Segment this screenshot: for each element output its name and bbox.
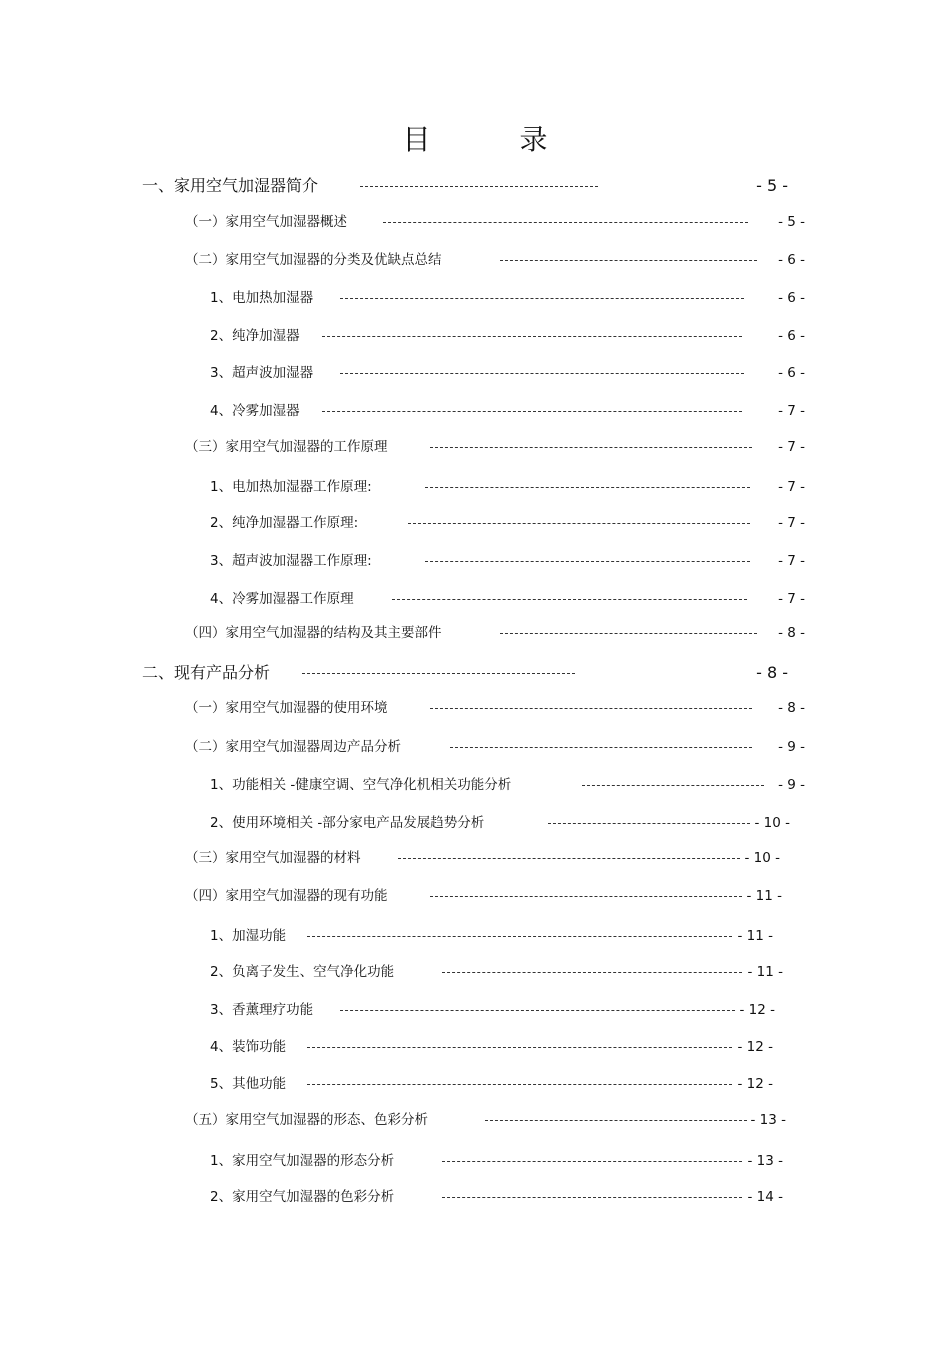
toc-leader bbox=[442, 1197, 742, 1198]
toc-entry-label: 2、纯净加湿器 bbox=[210, 328, 300, 344]
toc-entry-2-5[interactable] bbox=[185, 1110, 786, 1130]
toc-entry-label: （五）家用空气加湿器的形态、色彩分析 bbox=[185, 1112, 428, 1128]
toc-entry-1-3-2[interactable] bbox=[210, 513, 805, 533]
toc-page-number: - 10 - bbox=[744, 850, 780, 866]
toc-entry-label: 3、香薰理疗功能 bbox=[210, 1002, 314, 1018]
toc-entry-label: 4、装饰功能 bbox=[210, 1039, 287, 1055]
toc-entry-1-2-3[interactable] bbox=[210, 363, 805, 383]
toc-leader bbox=[548, 823, 750, 824]
toc-page-number: - 11 - bbox=[746, 888, 782, 904]
toc-leader bbox=[340, 1010, 735, 1011]
toc-entry-2-4-5[interactable] bbox=[210, 1074, 773, 1094]
toc-page-number: - 8 - bbox=[778, 625, 805, 641]
toc-leader bbox=[582, 785, 764, 786]
toc-page-number: - 6 - bbox=[778, 290, 805, 306]
toc-page-number: - 11 - bbox=[737, 928, 773, 944]
toc-entry-label: （一）家用空气加湿器概述 bbox=[185, 214, 347, 230]
toc-page-number: - 12 - bbox=[737, 1076, 773, 1092]
toc-entry-2-2-1[interactable] bbox=[210, 775, 805, 795]
toc-leader bbox=[340, 373, 744, 374]
toc-entry-2-4-2[interactable] bbox=[210, 962, 783, 982]
toc-leader bbox=[425, 561, 750, 562]
toc-leader bbox=[322, 411, 742, 412]
toc-entry-label: 1、功能相关 -健康空调、空气净化机相关功能分析 bbox=[210, 777, 512, 793]
toc-leader bbox=[500, 633, 757, 634]
toc-entry-1-2-2[interactable] bbox=[210, 326, 805, 346]
toc-entry-label: 2、使用环境相关 -部分家电产品发展趋势分析 bbox=[210, 815, 485, 831]
toc-entry-2-4[interactable] bbox=[185, 886, 782, 906]
toc-page-number: - 9 - bbox=[778, 777, 805, 793]
toc-leader bbox=[307, 1084, 732, 1085]
toc-entry-label: 1、电加热加湿器工作原理: bbox=[210, 479, 372, 495]
toc-page-number: - 13 - bbox=[747, 1153, 783, 1169]
toc-leader bbox=[340, 298, 744, 299]
toc-leader bbox=[442, 1161, 742, 1162]
toc-leader bbox=[485, 1120, 747, 1121]
toc-entry-label: （一）家用空气加湿器的使用环境 bbox=[185, 700, 388, 716]
toc-page-number: - 7 - bbox=[778, 591, 805, 607]
toc-entry-1-2[interactable] bbox=[185, 250, 805, 270]
toc-entry-2-3[interactable] bbox=[185, 848, 780, 868]
toc-entry-2-2[interactable] bbox=[185, 737, 805, 757]
toc-leader bbox=[430, 708, 752, 709]
toc-page-number: - 8 - bbox=[756, 663, 788, 682]
toc-entry-2[interactable] bbox=[142, 662, 788, 684]
toc-entry-2-4-1[interactable] bbox=[210, 926, 773, 946]
toc-page-number: - 6 - bbox=[778, 252, 805, 268]
toc-page-number: - 12 - bbox=[739, 1002, 775, 1018]
toc-entry-label: 1、电加热加湿器 bbox=[210, 290, 314, 306]
toc-entry-label: （二）家用空气加湿器周边产品分析 bbox=[185, 739, 401, 755]
toc-entry-1-3-4[interactable] bbox=[210, 589, 805, 609]
toc-entry-1-3-3[interactable] bbox=[210, 551, 805, 571]
toc-leader bbox=[425, 487, 750, 488]
toc-entry-label: 3、超声波加湿器工作原理: bbox=[210, 553, 372, 569]
toc-entry-label: 1、加湿功能 bbox=[210, 928, 287, 944]
toc-page-number: - 10 - bbox=[754, 815, 790, 831]
toc-leader bbox=[408, 523, 750, 524]
toc-entry-label: 一、家用空气加湿器简介 bbox=[142, 176, 319, 195]
toc-leader bbox=[307, 1047, 732, 1048]
toc-page-number: - 5 - bbox=[778, 214, 805, 230]
toc-entry-label: 4、冷雾加湿器工作原理 bbox=[210, 591, 354, 607]
toc-leader bbox=[430, 896, 742, 897]
toc-entry-label: 2、纯净加湿器工作原理: bbox=[210, 515, 359, 531]
toc-entry-2-2-2[interactable] bbox=[210, 813, 790, 833]
toc-leader bbox=[450, 747, 752, 748]
toc-entry-label: 4、冷雾加湿器 bbox=[210, 403, 300, 419]
toc-page-number: - 7 - bbox=[778, 439, 805, 455]
toc-entry-label: 2、家用空气加湿器的色彩分析 bbox=[210, 1189, 395, 1205]
toc-page-number: - 7 - bbox=[778, 515, 805, 531]
toc-page-number: - 13 - bbox=[750, 1112, 786, 1128]
toc-leader bbox=[360, 186, 598, 187]
toc-entry-label: 1、家用空气加湿器的形态分析 bbox=[210, 1153, 395, 1169]
toc-leader bbox=[398, 858, 740, 859]
toc-entry-label: 3、超声波加湿器 bbox=[210, 365, 314, 381]
toc-page-number: - 12 - bbox=[737, 1039, 773, 1055]
toc-entry-label: 5、其他功能 bbox=[210, 1076, 287, 1092]
toc-entry-label: （二）家用空气加湿器的分类及优缺点总结 bbox=[185, 252, 442, 268]
toc-page-number: - 6 - bbox=[778, 365, 805, 381]
toc-entry-1-4[interactable] bbox=[185, 623, 805, 643]
toc-page-number: - 5 - bbox=[756, 176, 788, 195]
toc-leader bbox=[302, 673, 575, 674]
toc-entry-label: （四）家用空气加湿器的结构及其主要部件 bbox=[185, 625, 442, 641]
toc-entry-2-5-1[interactable] bbox=[210, 1151, 783, 1171]
toc-entry-2-4-4[interactable] bbox=[210, 1037, 773, 1057]
toc-leader bbox=[430, 447, 752, 448]
toc-entry-label: （三）家用空气加湿器的工作原理 bbox=[185, 439, 388, 455]
toc-page-number: - 9 - bbox=[778, 739, 805, 755]
toc-leader bbox=[442, 972, 742, 973]
toc-page-number: - 7 - bbox=[778, 553, 805, 569]
toc-entry-1-2-4[interactable] bbox=[210, 401, 805, 421]
toc-page-number: - 14 - bbox=[747, 1189, 783, 1205]
toc-entry-2-4-3[interactable] bbox=[210, 1000, 775, 1020]
toc-leader bbox=[322, 336, 742, 337]
toc-entry-label: （三）家用空气加湿器的材料 bbox=[185, 850, 361, 866]
toc-entry-1-3-1[interactable] bbox=[210, 477, 805, 497]
toc-entry-label: 2、负离子发生、空气净化功能 bbox=[210, 964, 395, 980]
toc-entry-label: 二、现有产品分析 bbox=[142, 663, 271, 682]
toc-leader bbox=[383, 222, 748, 223]
toc-page-number: - 7 - bbox=[778, 479, 805, 495]
toc-entry-1-2-1[interactable] bbox=[210, 288, 805, 308]
toc-page-number: - 6 - bbox=[778, 328, 805, 344]
toc-leader bbox=[392, 599, 747, 600]
toc-entry-2-5-2[interactable] bbox=[210, 1187, 783, 1207]
toc-entry-label: （四）家用空气加湿器的现有功能 bbox=[185, 888, 388, 904]
toc-entry-1-3[interactable] bbox=[185, 437, 805, 457]
page-title: 目 录 bbox=[402, 123, 588, 156]
toc-entry-2-1[interactable] bbox=[185, 698, 805, 718]
toc-page-number: - 8 - bbox=[778, 700, 805, 716]
toc-leader bbox=[307, 936, 732, 937]
toc-page-number: - 11 - bbox=[747, 964, 783, 980]
toc-entry-1[interactable] bbox=[142, 175, 788, 197]
toc-page-number: - 7 - bbox=[778, 403, 805, 419]
toc-leader bbox=[500, 260, 757, 261]
toc-entry-1-1[interactable] bbox=[185, 212, 805, 232]
